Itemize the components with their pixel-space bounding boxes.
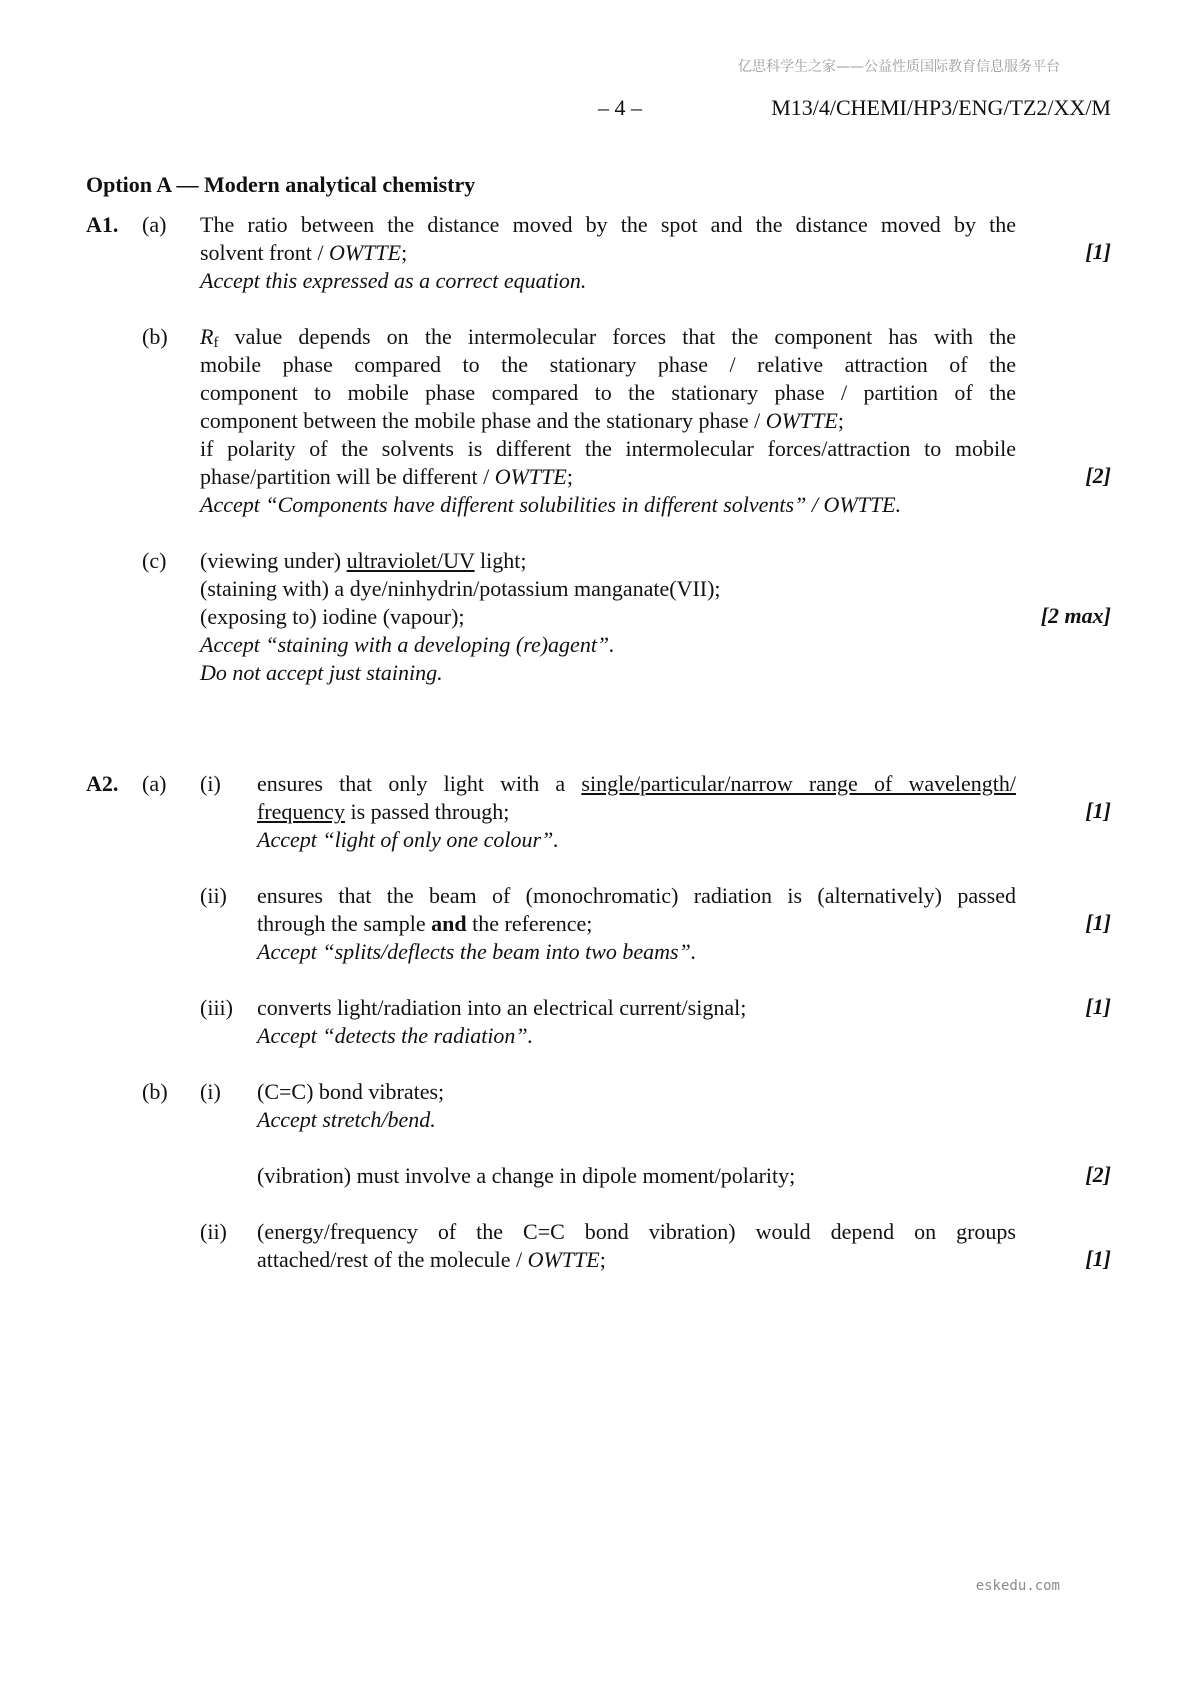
a1b-line6: phase/partition will be different / OWTTE; <box>200 464 573 489</box>
a1c-line2: (staining with) a dye/ninhydrin/potassium manganate(VII); <box>200 576 721 601</box>
question-number-a2: A2. <box>86 771 119 796</box>
part-label-a1c: (c) <box>142 548 167 573</box>
mark-a2aii: [1] <box>1085 910 1111 935</box>
a1c-line1: (viewing under) ultraviolet/UV light; <box>200 548 527 573</box>
a2bii-line1: (energy/frequency of the C=C bond vibration) would depend on groups <box>257 1219 1016 1244</box>
subpart-label-a2a-ii: (ii) <box>200 883 227 908</box>
a2aiii-line1: converts light/radiation into an electrical current/signal; <box>257 995 747 1020</box>
subpart-label-a2a-i: (i) <box>200 771 221 796</box>
a2aiii-note: Accept “detects the radiation”. <box>257 1023 534 1048</box>
a2ai-line1: ensures that only light with a single/particular/narrow range of wavelength/ <box>257 771 1016 796</box>
a1b-line3: component to mobile phase compared to the stationary phase / partition of the <box>200 380 1016 405</box>
a2bii-line2: attached/rest of the molecule / OWTTE; <box>257 1247 606 1272</box>
a1a-line1: The ratio between the distance moved by the spot and the distance moved by the <box>200 212 1016 237</box>
a1c-line3: (exposing to) iodine (vapour); <box>200 604 465 629</box>
mark-a1a: [1] <box>1085 239 1111 264</box>
section-title: Option A — Modern analytical chemistry <box>86 172 476 197</box>
a2bi-line1: (C=C) bond vibrates; <box>257 1079 445 1104</box>
mark-a2bii: [1] <box>1085 1246 1111 1271</box>
subpart-label-a2a-iii: (iii) <box>200 995 233 1020</box>
part-label-a2a: (a) <box>142 771 167 796</box>
mark-a2aiii: [1] <box>1085 994 1111 1019</box>
watermark-text: 亿思科学生之家——公益性质国际教育信息服务平台 <box>738 59 1060 75</box>
a2aii-line2: through the sample and the reference; <box>257 911 593 936</box>
a1b-line2: mobile phase compared to the stationary phase / relative attraction of the <box>200 352 1016 377</box>
a2aii-note: Accept “splits/deflects the beam into two beams”. <box>257 939 697 964</box>
a2ai-line2: frequency is passed through; <box>257 799 510 824</box>
a2bi-note: Accept stretch/bend. <box>257 1107 436 1132</box>
footer-site: eskedu.com <box>975 1578 1060 1594</box>
a1a-note: Accept this expressed as a correct equation. <box>200 268 587 293</box>
mark-a2bi: [2] <box>1085 1162 1111 1187</box>
a1c-note1: Accept “staining with a developing (re)agent”. <box>200 632 615 657</box>
part-label-a1a: (a) <box>142 212 167 237</box>
a2aii-line1: ensures that the beam of (monochromatic) radiation is (alternatively) passed <box>257 883 1016 908</box>
mark-a2ai: [1] <box>1085 798 1111 823</box>
a2ai-note: Accept “light of only one colour”. <box>257 827 559 852</box>
a1a-line2: solvent front / OWTTE; <box>200 240 408 265</box>
a2bi-line2: (vibration) must involve a change in dipole moment/polarity; <box>257 1163 796 1188</box>
a1c-note2: Do not accept just staining. <box>200 660 443 685</box>
part-label-a2b: (b) <box>142 1079 168 1104</box>
page-number: – 4 – <box>598 95 642 120</box>
mark-a1c: [2 max] <box>1040 603 1111 628</box>
document-reference: M13/4/CHEMI/HP3/ENG/TZ2/XX/M <box>771 95 1111 120</box>
subpart-label-a2b-i: (i) <box>200 1079 221 1104</box>
a1b-line4: component between the mobile phase and the stationary phase / OWTTE; <box>200 408 844 433</box>
subpart-label-a2b-ii: (ii) <box>200 1219 227 1244</box>
a1b-line5: if polarity of the solvents is different the intermolecular forces/attraction to mobile <box>200 436 1016 461</box>
mark-a1b: [2] <box>1085 463 1111 488</box>
a1b-note: Accept “Components have different solubilities in different solvents” / OWTTE. <box>200 492 902 517</box>
question-number-a1: A1. <box>86 212 119 237</box>
a1b-line1: $R_f$ value depends on the intermolecular forces that the component has with the <box>200 324 1016 351</box>
part-label-a1b: (b) <box>142 324 168 349</box>
